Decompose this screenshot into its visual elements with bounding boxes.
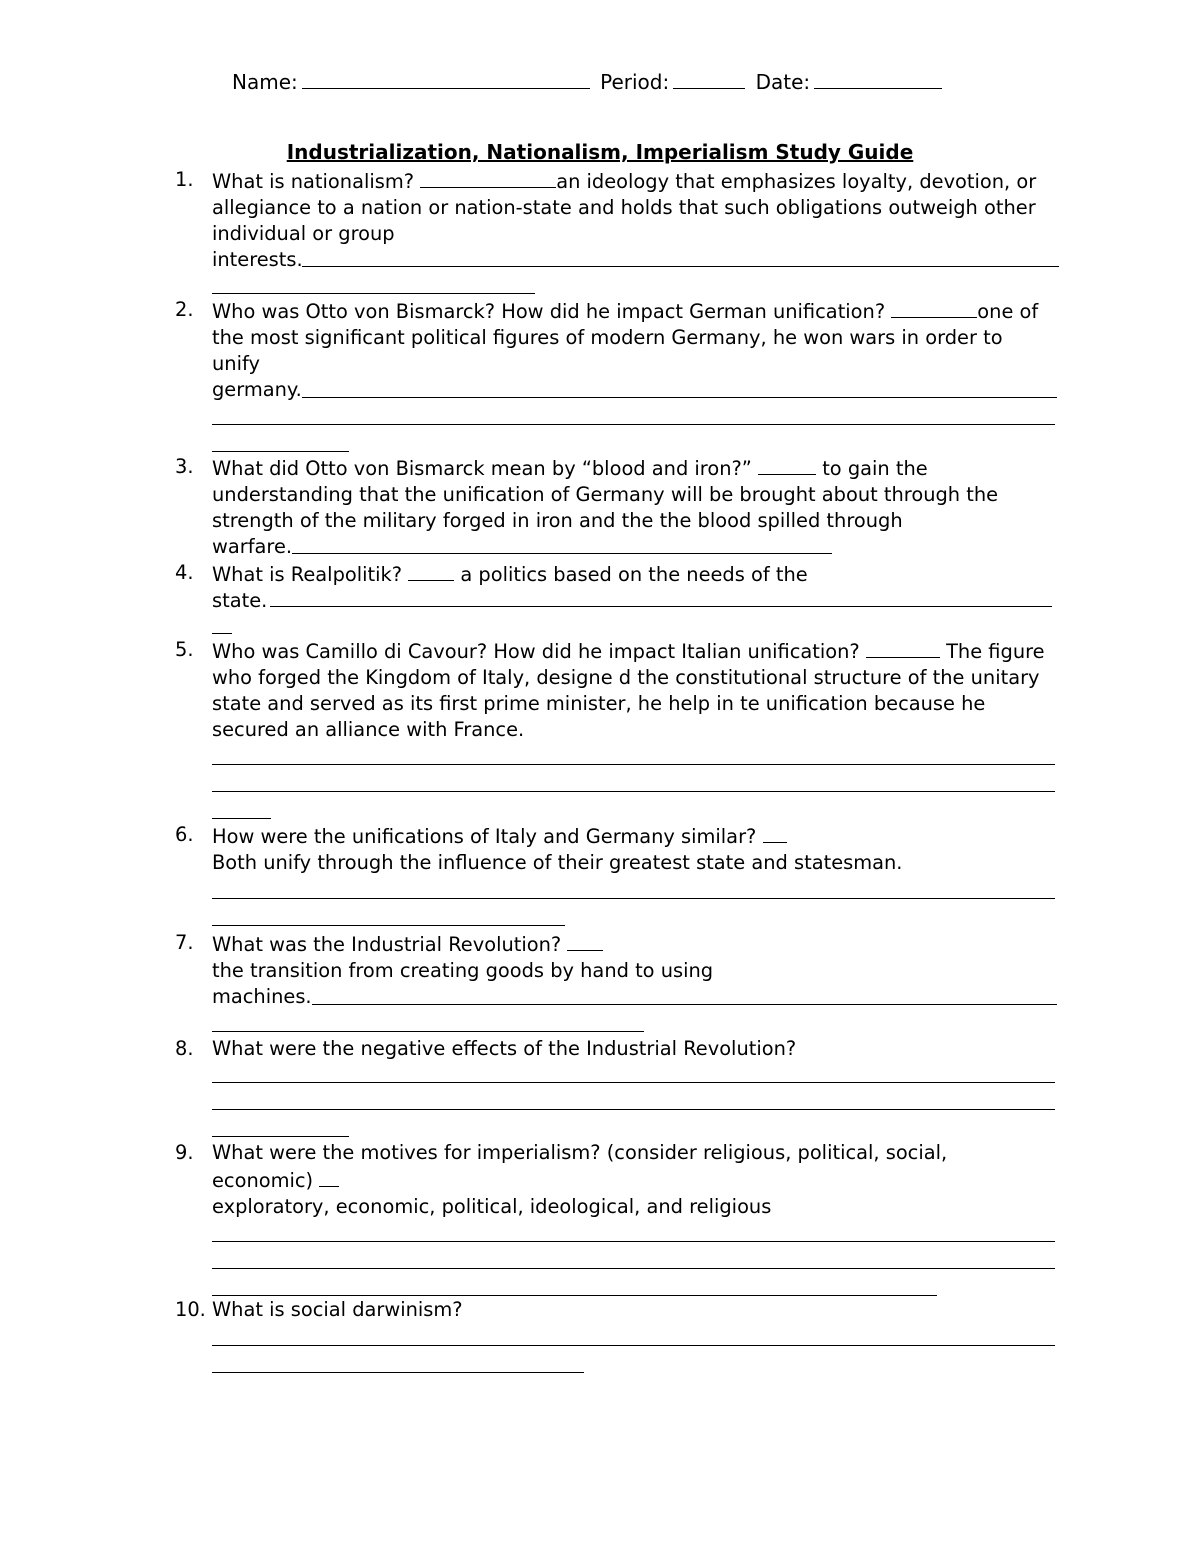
answer-line[interactable] <box>212 898 1055 899</box>
period-blank[interactable] <box>673 70 745 89</box>
answer-blank[interactable] <box>758 454 816 475</box>
answer-text: warfare. <box>212 535 293 558</box>
answer-text: who forged the Kingdom of Italy, designe d the constitutional structure of the unitary <box>212 666 1040 689</box>
question-number: 5. <box>175 638 194 661</box>
question-number: 2. <box>175 298 194 321</box>
question-number: 8. <box>175 1037 194 1060</box>
answer-text: unify <box>212 352 260 375</box>
answer-line[interactable] <box>212 633 232 634</box>
question-text: Who was Camillo di Cavour? How did he impact Italian unification? <box>212 640 860 663</box>
question-text: What were the negative effects of the Industrial Revolution? <box>212 1037 797 1060</box>
student-info-header <box>232 70 946 94</box>
answer-text: The figure <box>946 640 1045 663</box>
answer-text: interests. <box>212 248 303 271</box>
answer-text: to gain the <box>822 457 928 480</box>
answer-line[interactable] <box>270 606 1052 607</box>
answer-line[interactable] <box>212 293 535 294</box>
answer-text: secured an alliance with France. <box>212 718 525 741</box>
answer-blank[interactable] <box>567 930 603 951</box>
answer-text: the transition from creating goods by hand to using <box>212 959 714 982</box>
answer-blank[interactable] <box>319 1166 339 1187</box>
answer-text: allegiance to a nation or nation-state and holds that such obligations outweigh other <box>212 196 1036 219</box>
answer-line[interactable] <box>212 1268 1055 1269</box>
answer-text: state and served as its first prime minister, he help in te unification because he <box>212 692 986 715</box>
answer-blank[interactable] <box>763 822 787 843</box>
answer-blank[interactable] <box>866 637 940 658</box>
answer-line[interactable] <box>212 818 271 819</box>
question-number: 10. <box>175 1298 206 1321</box>
answer-line[interactable] <box>212 1241 1055 1242</box>
question-number: 9. <box>175 1141 194 1164</box>
question-text: What is nationalism? <box>212 170 415 193</box>
answer-blank[interactable] <box>408 560 454 581</box>
question-number: 7. <box>175 931 194 954</box>
answer-text: Both unify through the influence of their greatest state and statesman. <box>212 851 903 874</box>
answer-line[interactable] <box>212 1109 1055 1110</box>
answer-line[interactable] <box>212 925 565 926</box>
answer-line[interactable] <box>302 397 1057 398</box>
question-text: Who was Otto von Bismarck? How did he impact German unification? <box>212 300 886 323</box>
answer-line[interactable] <box>212 1295 937 1296</box>
answer-line[interactable] <box>212 1136 349 1137</box>
answer-text: the most significant political figures of modern Germany, he won wars in order to <box>212 326 1003 349</box>
page-title: Industrialization, Nationalism, Imperialism Study Guide <box>286 140 914 164</box>
question-text: What were the motives for imperialism? (consider religious, political, social, <box>212 1141 948 1164</box>
answer-line[interactable] <box>212 1082 1055 1083</box>
name-blank[interactable] <box>302 70 590 89</box>
answer-line[interactable] <box>212 764 1055 765</box>
answer-blank[interactable] <box>420 167 556 188</box>
name-label: Name: <box>232 70 298 94</box>
answer-text: individual or group <box>212 222 395 245</box>
answer-text: state. <box>212 589 268 612</box>
answer-text: a politics based on the needs of the <box>460 563 808 586</box>
date-blank[interactable] <box>814 70 942 89</box>
question-text: What is social darwinism? <box>212 1298 463 1321</box>
answer-line[interactable] <box>212 1031 644 1032</box>
answer-text: machines. <box>212 985 312 1008</box>
question-text: What did Otto von Bismarck mean by “blood and iron?” <box>212 457 752 480</box>
answer-text: exploratory, economic, political, ideological, and religious <box>212 1195 772 1218</box>
question-text: What is Realpolitik? <box>212 563 403 586</box>
answer-blank[interactable] <box>891 297 977 318</box>
answer-text: one of <box>977 300 1039 323</box>
question-text: economic) <box>212 1169 314 1192</box>
answer-line[interactable] <box>212 424 1055 425</box>
answer-text: an ideology that emphasizes loyalty, devotion, or <box>556 170 1037 193</box>
question-number: 4. <box>175 561 194 584</box>
answer-line[interactable] <box>212 791 1055 792</box>
answer-line[interactable] <box>212 1345 1055 1346</box>
answer-text: strength of the military forged in iron and the the blood spilled through <box>212 509 903 532</box>
answer-line[interactable] <box>312 1004 1057 1005</box>
answer-line[interactable] <box>302 266 1059 267</box>
answer-line[interactable] <box>292 553 832 554</box>
date-label: Date: <box>755 70 811 94</box>
answer-text: understanding that the unification of Germany will be brought about through the <box>212 483 999 506</box>
question-number: 3. <box>175 455 194 478</box>
answer-line[interactable] <box>212 1372 584 1373</box>
question-text: How were the unifications of Italy and Germany similar? <box>212 825 757 848</box>
question-text: What was the Industrial Revolution? <box>212 933 562 956</box>
answer-text: germany. <box>212 378 302 401</box>
question-number: 6. <box>175 823 194 846</box>
period-label: Period: <box>600 70 670 94</box>
answer-line[interactable] <box>212 451 349 452</box>
question-number: 1. <box>175 168 194 191</box>
